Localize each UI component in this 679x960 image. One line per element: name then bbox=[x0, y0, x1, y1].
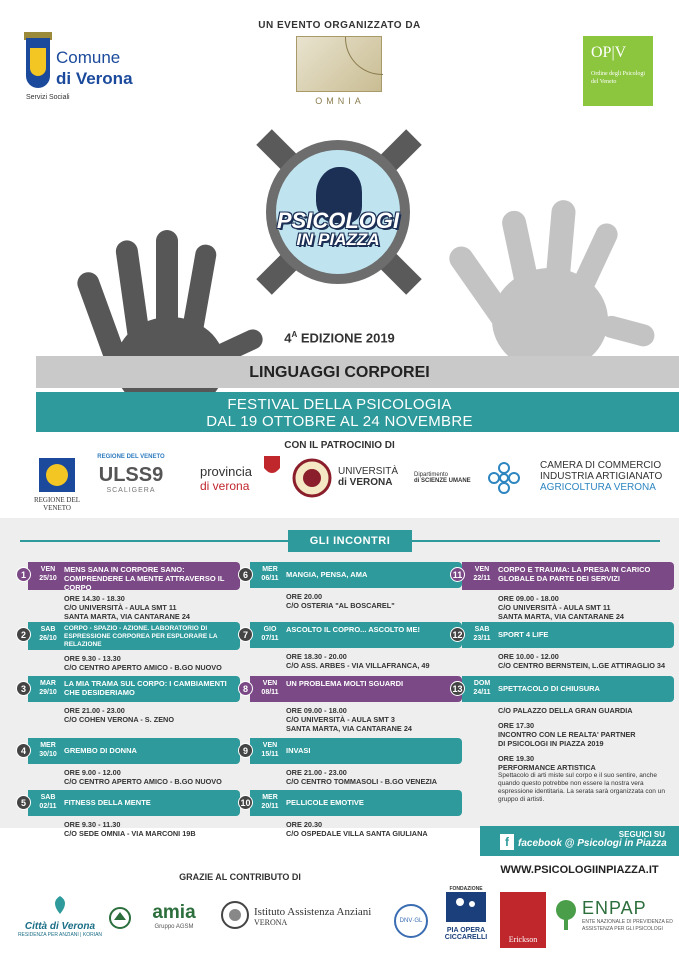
event-address: SANTA MARTA, VIA CANTARANE 24 bbox=[64, 612, 190, 621]
dnv-certification-logo: DNV·GL bbox=[394, 904, 428, 938]
opv-logo bbox=[583, 36, 653, 106]
dipartimento-logo bbox=[414, 472, 484, 484]
event-details bbox=[28, 816, 240, 838]
event-subtitle: DI PSICOLOGI IN PIAZZA 2019 bbox=[498, 739, 604, 748]
event-details bbox=[462, 648, 674, 670]
camera-line3: AGRICOLTURA VERONA bbox=[540, 482, 656, 493]
tree-icon bbox=[552, 898, 580, 932]
event-details bbox=[250, 588, 462, 610]
organizer-label: UN EVENTO ORGANIZZATO DA bbox=[258, 20, 421, 31]
patronage-title: CON IL PATROCINIO DI bbox=[284, 440, 395, 451]
event-description: Spettacolo di arti miste sul corpo e il suo sentire, anche quando questo potrebbe non essere la nostra vera espressione identitaria. La serata sarà organizzata con un gruppo di artisti. bbox=[498, 772, 665, 803]
facebook-link[interactable]: facebook @ Psicologi in Piazza bbox=[518, 838, 667, 849]
university-logo bbox=[338, 466, 412, 488]
dip-line1: Dipartimento bbox=[414, 472, 449, 478]
event-number: 5 bbox=[16, 795, 31, 810]
event-time: ORE 14.30 - 18.30 bbox=[64, 594, 125, 603]
event-day bbox=[258, 793, 282, 811]
event-venue: C/O SEDE OMNIA - VIA MARCONI 19B bbox=[64, 829, 196, 838]
event-date: 23/11 bbox=[473, 635, 491, 642]
event-item bbox=[242, 622, 462, 670]
event-item bbox=[20, 622, 240, 672]
event-details bbox=[250, 648, 462, 670]
event-details bbox=[28, 702, 240, 724]
festival-line1: FESTIVAL DELLA PSICOLOGIA bbox=[227, 396, 452, 413]
festival-dates bbox=[0, 396, 679, 430]
event-day bbox=[36, 793, 60, 811]
event-venue: C/O UNIVERSITÀ - AULA SMT 3 bbox=[286, 715, 395, 724]
figures-icon bbox=[446, 892, 486, 922]
pia-line2: CICCARELLI bbox=[444, 934, 488, 941]
fondazione-label: FONDAZIONE bbox=[449, 886, 483, 892]
event-weekday: GIO bbox=[263, 626, 277, 633]
event-venue: C/O COHEN VERONA - S. ZENO bbox=[64, 715, 175, 724]
istituto-logo bbox=[254, 906, 394, 927]
event-time: ORE 20.00 bbox=[286, 592, 323, 601]
event-number: 7 bbox=[238, 627, 253, 642]
ulss-sub: SCALIGERA bbox=[106, 487, 156, 494]
event-venue: C/O OSPEDALE VILLA SANTA GIULIANA bbox=[286, 829, 428, 838]
provincia-shield-icon bbox=[262, 454, 282, 478]
event-time: ORE 21.00 - 23.00 bbox=[64, 706, 125, 715]
thanks-title: GRAZIE AL CONTRIBUTO DI bbox=[179, 872, 301, 882]
event-venue: C/O CENTRO APERTO AMICO - B.GO NUOVO bbox=[64, 777, 222, 786]
enpap-name: ENPAP bbox=[582, 898, 647, 918]
event-item bbox=[240, 790, 462, 838]
event-time: ORE 10.00 - 12.00 bbox=[498, 652, 559, 661]
event-number: 1 bbox=[16, 567, 31, 582]
event-date: 26/10 bbox=[39, 635, 57, 642]
event-details bbox=[28, 650, 240, 672]
leaf-icon bbox=[48, 894, 72, 916]
provincia-line1: provincia bbox=[200, 464, 253, 479]
ulss-title: ULSS9 bbox=[98, 464, 164, 486]
event-day bbox=[36, 741, 60, 759]
event-venue: C/O UNIVERSITÀ - AULA SMT 11 bbox=[64, 603, 177, 612]
istituto-seal-icon bbox=[220, 900, 250, 930]
event-number: 3 bbox=[16, 681, 31, 696]
camera-commercio-logo bbox=[540, 460, 679, 493]
event-day bbox=[36, 679, 60, 697]
event-title: PELLICOLE EMOTIVE bbox=[286, 798, 364, 807]
amia-logo bbox=[134, 902, 214, 930]
crest-icon bbox=[26, 38, 50, 88]
university-seal-icon bbox=[292, 458, 332, 498]
comune-line2: di Verona bbox=[56, 69, 133, 88]
camera-commercio-icon bbox=[486, 460, 522, 496]
edition-text: EDIZIONE 2019 bbox=[297, 330, 395, 346]
event-time: ORE 19.30 bbox=[498, 754, 535, 763]
comune-verona-logo bbox=[22, 38, 152, 108]
event-time: ORE 20.30 bbox=[286, 820, 323, 829]
camera-line1: CAMERA DI COMMERCIO bbox=[540, 460, 662, 471]
opv-sub: Ordine degli Psicologi del Veneto bbox=[591, 71, 645, 85]
camera-line2: INDUSTRIA ARTIGIANATO bbox=[540, 471, 663, 482]
uni-line1: UNIVERSITÀ bbox=[338, 466, 399, 477]
event-date: 30/10 bbox=[39, 751, 57, 758]
golden-ratio-icon bbox=[296, 36, 382, 92]
regione-top: REGIONE DEL VENETO bbox=[97, 454, 165, 460]
event-date: 29/10 bbox=[39, 689, 57, 696]
erickson-name: Erickson bbox=[508, 935, 538, 944]
event-title: CORPO - SPAZIO - AZIONE. LABORATORIO DI ESPRESSIONE CORPOREA PER ESPLORARE LA RELAZIONE bbox=[64, 625, 218, 648]
event-item bbox=[20, 790, 240, 838]
pia-line1: PIA OPERA bbox=[446, 927, 486, 934]
opv-title: OP|V bbox=[591, 44, 627, 61]
event-weekday: SAB bbox=[40, 626, 56, 633]
provincia-line2: di verona bbox=[200, 479, 250, 493]
event-number: 8 bbox=[238, 681, 253, 696]
regione-veneto-logo bbox=[22, 456, 92, 512]
pia-opera-logo bbox=[436, 886, 496, 941]
event-day bbox=[36, 565, 60, 583]
event-address: SANTA MARTA, VIA CANTARANE 24 bbox=[498, 612, 624, 621]
event-date: 06/11 bbox=[261, 575, 279, 582]
event-date: 15/11 bbox=[261, 751, 279, 758]
event-day bbox=[470, 565, 494, 583]
event-item bbox=[452, 562, 674, 621]
event-title: SPETTACOLO DI CHIUSURA bbox=[498, 684, 600, 693]
event-date: 24/11 bbox=[473, 689, 491, 696]
event-title: CORPO E TRAUMA: LA PRESA IN CARICO GLOBALE DA PARTE DEI SERVIZI bbox=[498, 565, 651, 583]
amia-emblem-icon bbox=[108, 906, 132, 930]
event-number: 11 bbox=[450, 567, 465, 582]
event-subtitle: INCONTRO CON LE REALTA' PARTNER bbox=[498, 730, 636, 739]
event-address: SANTA MARTA, VIA CANTARANE 24 bbox=[286, 724, 412, 733]
erickson-logo bbox=[500, 892, 546, 948]
event-time: ORE 21.00 - 23.00 bbox=[286, 768, 347, 777]
event-weekday: MAR bbox=[40, 680, 56, 687]
event-number: 2 bbox=[16, 627, 31, 642]
dip-line2: di SCIENZE UMANE bbox=[414, 478, 471, 484]
istituto-city: VERONA bbox=[254, 918, 288, 927]
event-venue: C/O PALAZZO DELLA GRAN GUARDIA bbox=[498, 706, 633, 715]
citta-verona-logo bbox=[12, 894, 108, 938]
event-date: 20/11 bbox=[261, 803, 279, 810]
event-details bbox=[462, 702, 674, 804]
event-day bbox=[258, 741, 282, 759]
program-title: GLI INCONTRI bbox=[288, 530, 412, 552]
event-number: 12 bbox=[450, 627, 465, 642]
event-title: UN PROBLEMA MOLTI SGUARDI bbox=[286, 679, 404, 688]
event-time: ORE 9.30 - 13.30 bbox=[64, 654, 121, 663]
website-link[interactable]: WWW.PSICOLOGIINPIAZZA.IT bbox=[500, 864, 659, 876]
event-weekday: SAB bbox=[474, 626, 490, 633]
event-weekday: MER bbox=[262, 794, 278, 801]
event-time: ORE 17.30 bbox=[498, 721, 535, 730]
emblem-subtitle: IN PIAZZA bbox=[296, 230, 380, 249]
event-number: 6 bbox=[238, 567, 253, 582]
event-day bbox=[258, 565, 282, 583]
event-title: SPORT 4 LIFE bbox=[498, 630, 549, 639]
event-title: GREMBO DI DONNA bbox=[64, 746, 137, 755]
citta-name: Città di Verona bbox=[24, 921, 96, 932]
event-date: 22/11 bbox=[473, 575, 491, 582]
uni-line2: di VERONA bbox=[338, 477, 393, 488]
event-time: ORE 09.00 - 18.00 bbox=[286, 706, 347, 715]
event-title: ASCOLTO IL COPRO... ASCOLTO ME! bbox=[286, 625, 421, 634]
enpap-logo bbox=[582, 898, 674, 933]
follow-label: SEGUICI SU bbox=[618, 830, 665, 839]
event-number: 9 bbox=[238, 743, 253, 758]
event-details bbox=[462, 590, 674, 621]
omnia-logo bbox=[290, 36, 390, 108]
comune-sub: Servizi Sociali bbox=[26, 94, 70, 101]
event-venue: C/O CENTRO APERTO AMICO - B.GO NUOVO bbox=[64, 663, 222, 672]
event-venue: C/O CENTRO BERNSTEIN, L.GE ATTIRAGLIO 34 bbox=[498, 661, 666, 670]
event-details bbox=[250, 816, 462, 838]
amia-sub: Gruppo AGSM bbox=[154, 924, 194, 930]
event-item bbox=[20, 562, 240, 621]
event-weekday: DOM bbox=[473, 680, 491, 687]
event-date: 08/11 bbox=[261, 689, 279, 696]
event-venue: C/O UNIVERSITÀ - AULA SMT 11 bbox=[498, 603, 611, 612]
event-day bbox=[36, 625, 60, 643]
event-number: 4 bbox=[16, 743, 31, 758]
event-weekday: VEN bbox=[262, 680, 278, 687]
festival-emblem bbox=[238, 112, 438, 312]
event-day bbox=[258, 679, 282, 697]
event-subtitle: PERFORMANCE ARTISTICA bbox=[498, 763, 596, 772]
facebook-icon[interactable]: f bbox=[500, 834, 514, 850]
event-time: ORE 09.00 - 18.00 bbox=[498, 594, 559, 603]
ulss9-logo bbox=[96, 454, 166, 494]
theme-title: LINGUAGGI CORPOREI bbox=[249, 364, 430, 381]
event-weekday: VEN bbox=[262, 742, 278, 749]
event-time: ORE 18.30 - 20.00 bbox=[286, 652, 347, 661]
event-details bbox=[28, 764, 240, 786]
citta-sub: RESIDENZA PER ANZIANI | KORIAN bbox=[17, 932, 103, 938]
event-time: ORE 9.30 - 11.30 bbox=[64, 820, 121, 829]
event-weekday: VEN bbox=[474, 566, 490, 573]
divider bbox=[412, 540, 660, 542]
event-item bbox=[20, 738, 240, 786]
emblem-title: PSICOLOGI bbox=[276, 208, 400, 233]
event-details bbox=[28, 590, 240, 621]
event-venue: C/O OSTERIA "AL BOSCAREL" bbox=[286, 601, 395, 610]
event-item bbox=[20, 676, 240, 724]
event-item bbox=[452, 676, 674, 804]
contributor-logos bbox=[0, 886, 679, 956]
event-details bbox=[250, 764, 462, 786]
event-weekday: MER bbox=[40, 742, 56, 749]
event-date: 25/10 bbox=[39, 575, 57, 582]
festival-line2: DAL 19 OTTOBRE AL 24 NOVEMBRE bbox=[206, 413, 473, 430]
event-number: 13 bbox=[450, 681, 465, 696]
event-date: 07/11 bbox=[261, 635, 279, 642]
amia-name: amia bbox=[152, 902, 196, 923]
event-weekday: SAB bbox=[40, 794, 56, 801]
event-weekday: VEN bbox=[40, 566, 56, 573]
patronage-logos bbox=[0, 452, 679, 512]
event-title: MENS SANA IN CORPORE SANO: COMPRENDERE LA MENTE ATTRAVERSO IL CORPO bbox=[64, 565, 225, 592]
event-item bbox=[452, 622, 674, 670]
event-time: ORE 9.00 - 12.00 bbox=[64, 768, 121, 777]
event-day bbox=[258, 625, 282, 643]
event-item bbox=[242, 562, 462, 610]
comune-line1: Comune bbox=[56, 48, 121, 67]
edition-sup: A bbox=[291, 330, 298, 339]
event-details bbox=[250, 702, 462, 733]
istituto-name: Istituto Assistenza Anziani bbox=[254, 906, 372, 918]
omnia-text: OMNIA bbox=[315, 96, 365, 106]
enpap-sub: ENTE NAZIONALE DI PREVIDENZA ED ASSISTENZA PER GLI PSICOLOGI bbox=[582, 919, 673, 932]
event-number: 10 bbox=[238, 795, 253, 810]
edition-number: 4 bbox=[284, 330, 292, 346]
event-venue: C/O CENTRO TOMMASOLI - B.GO VENEZIA bbox=[286, 777, 438, 786]
event-day bbox=[470, 625, 494, 643]
event-title: FITNESS DELLA MENTE bbox=[64, 798, 151, 807]
event-title: MANGIA, PENSA, AMA bbox=[286, 570, 368, 579]
event-title: INVASI bbox=[286, 746, 311, 755]
regione-caption: REGIONE DEL VENETO bbox=[33, 496, 81, 512]
event-weekday: MER bbox=[262, 566, 278, 573]
lion-icon bbox=[37, 456, 77, 494]
event-date: 02/11 bbox=[39, 803, 57, 810]
divider bbox=[20, 540, 288, 542]
event-item bbox=[242, 676, 462, 733]
event-day bbox=[470, 679, 494, 697]
event-title: LA MIA TRAMA SUL CORPO: I CAMBIAMENTI CHE DESIDERIAMO bbox=[64, 679, 227, 697]
event-venue: C/O ASS. ARBES - VIA VILLAFRANCA, 49 bbox=[286, 661, 430, 670]
edition-label bbox=[0, 330, 679, 345]
event-item bbox=[242, 738, 462, 786]
